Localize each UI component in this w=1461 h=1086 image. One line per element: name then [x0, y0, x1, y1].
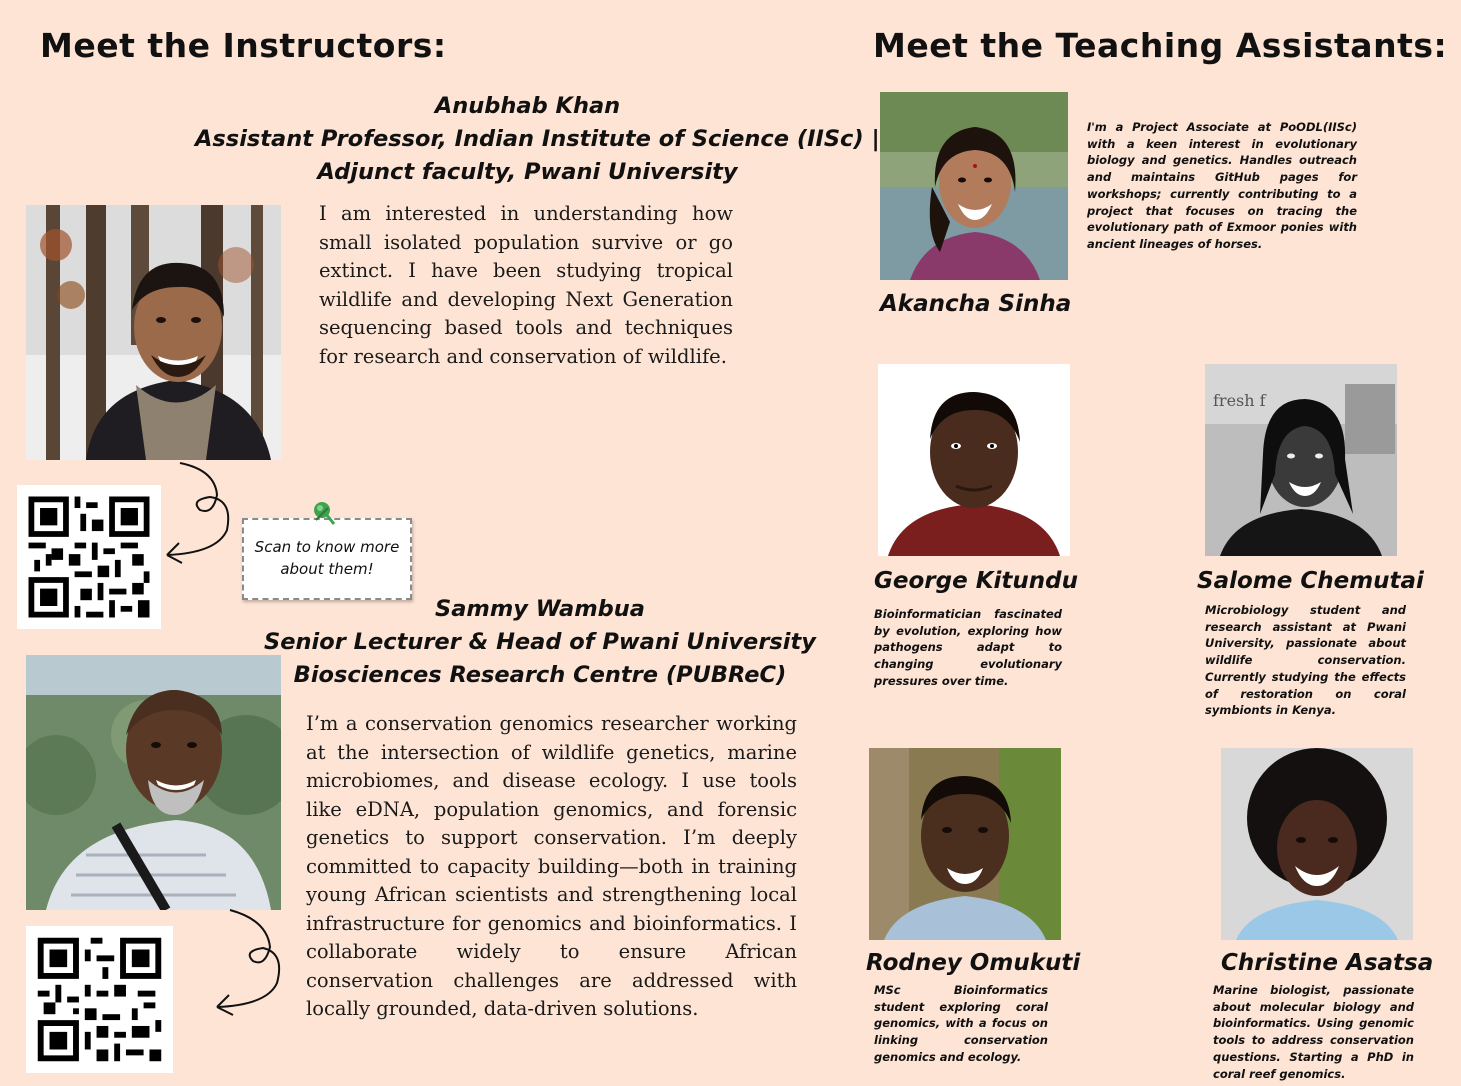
ta-name: George Kitundu: [874, 568, 1078, 594]
instructor-photo-sammy: [26, 655, 281, 910]
instructor-name: Sammy Wambua: [434, 596, 645, 622]
instructor-bio: I’m a conservation genomics researcher working at the intersection of wildlife genetics, marine microbiomes, and disease ecology. I use tools like eDNA, population genomics, and forensic genetics to support conservation. I’m deeply committed to capacity building—both in training young African scientists and strengthening local infrastructure for genomics and bioinformatics. I collaborate widely to ensure African conservation challenges are addressed with locally grounded, data-driven solutions.: [306, 712, 797, 1020]
ta-name: Akancha Sinha: [880, 291, 1072, 317]
ta-bio: Microbiology student and research assistant at Pwani University, passionate about wildlife conservation. Currently studying the effects of restoration on coral symbionts in Kenya.: [1205, 603, 1406, 718]
ta-photo-george: [878, 364, 1070, 556]
qr-code-icon: [26, 926, 173, 1073]
instructors-heading: Meet the Instructors:: [40, 26, 447, 65]
qr-code-icon: [17, 485, 161, 629]
qr-code-anubhab[interactable]: [17, 485, 161, 629]
instructor-affiliation: Biosciences Research Centre (PUBReC): [293, 662, 787, 688]
pushpin-icon: [308, 498, 340, 530]
ta-bio: I'm a Project Associate at PoODL(IISc) with a keen interest in evolutionary biology and genetics. Handles outreach and maintains GitHub pages for workshops; currently contributing to a project that focuses on tracing the evolutionary path of Exmoor ponies with ancient lineages of horses.: [1087, 120, 1357, 251]
ta-photo-salome: [1205, 364, 1397, 556]
instructor-affiliation: Adjunct faculty, Pwani University: [317, 159, 738, 185]
instructor-bio: I am interested in understanding how small isolated population survive or go extinct. I have been studying tropical wildlife and developing Next Generation sequencing based tools and techniques for research and conservation of wildlife.: [319, 202, 733, 368]
ta-bio: Bioinformatician fascinated by evolution, exploring how pathogens adapt to changing evolutionary pressures over time.: [874, 607, 1062, 688]
ta-name: Rodney Omukuti: [866, 950, 1081, 976]
background-signage: fresh f: [1213, 391, 1266, 410]
instructor-photo-anubhab: [26, 205, 281, 460]
ta-photo-akancha: [880, 92, 1068, 280]
ta-bio: MSc Bioinformatics student exploring coral genomics, with a focus on linking conservation genomics and ecology.: [874, 983, 1048, 1064]
instructor-name: Anubhab Khan: [434, 93, 621, 119]
note-line: about them!: [280, 560, 374, 578]
ta-name: Salome Chemutai: [1197, 568, 1424, 594]
note-line: Scan to know more: [254, 538, 400, 556]
curved-arrow-icon: [205, 905, 295, 1025]
ta-name: Christine Asatsa: [1221, 950, 1434, 976]
ta-bio: Marine biologist, passionate about molecular biology and bioinformatics. Using genomic tools to address conservation questions. Starting a PhD in coral reef genomics.: [1213, 983, 1414, 1081]
instructor-title-block: [195, 90, 880, 189]
curved-arrow-icon: [155, 455, 245, 575]
scan-qr-note: [242, 518, 412, 600]
instructor-position: Assistant Professor, Indian Institute of Science (IISc) |: [195, 126, 880, 152]
ta-photo-christine: [1221, 748, 1413, 940]
instructor-position: Senior Lecturer & Head of Pwani University: [264, 629, 816, 655]
ta-photo-rodney: [869, 748, 1061, 940]
instructor-title-block: [210, 593, 870, 692]
qr-code-sammy[interactable]: [26, 926, 173, 1073]
assistants-heading: Meet the Teaching Assistants:: [873, 26, 1448, 65]
